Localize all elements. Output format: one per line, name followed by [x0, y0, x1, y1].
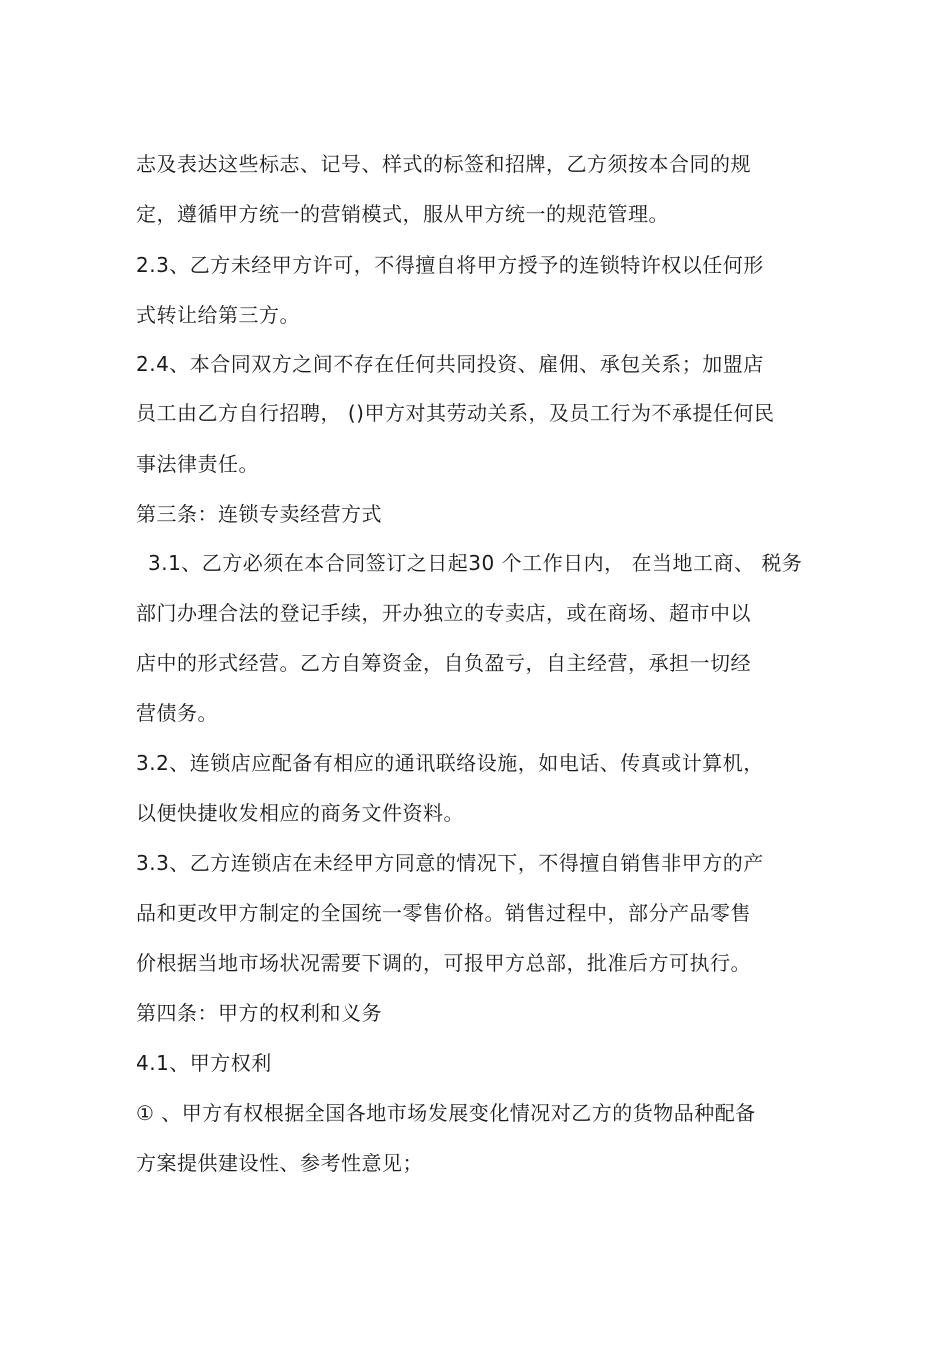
text-line: 以便快捷收发相应的商务文件资料。 — [136, 801, 464, 825]
text-line: 员工由乙方自行招聘， ()甲方对其劳动关系，及员工行为不承提任何民 — [136, 401, 775, 425]
text-line: 志及表达这些标志、记号、样式的标签和招牌，乙方须按本合同的规 — [136, 152, 751, 176]
text-line: 事法律责任。 — [136, 452, 259, 476]
text-line: 方案提供建设性、参考性意见； — [136, 1151, 423, 1175]
text-line: 3.1、乙方必须在本合同签订之日起30 个工作日内， 在当地工商、 税务 — [148, 551, 803, 575]
text-line: 定，遵循甲方统一的营销模式，服从甲方统一的规范管理。 — [136, 202, 669, 226]
text-line: 式转让给第三方。 — [136, 303, 300, 327]
text-line: 价根据当地市场状况需要下调的，可报甲方总部，批准后方可执行。 — [136, 951, 751, 975]
text-line: 部门办理合法的登记手续，开办独立的专卖店，或在商场、超市中以 — [136, 601, 751, 625]
text-line: 营债务。 — [136, 701, 218, 725]
text-line: 3.2、连锁店应配备有相应的通讯联络设施，如电话、传真或计算机， — [136, 751, 764, 775]
text-line: 3.3、乙方连锁店在未经甲方同意的情况下，不得擅自销售非甲方的产 — [136, 851, 764, 875]
subsection-heading: 4.1、甲方权利 — [136, 1051, 272, 1075]
text-line: 品和更改甲方制定的全国统一零售价格。销售过程中，部分产品零售 — [136, 901, 751, 925]
text-line: 2.3、乙方未经甲方许可，不得擅自将甲方授予的连锁特许权以任何形 — [136, 253, 764, 277]
text-line: 2.4、本合同双方之间不存在任何共同投资、雇佣、承包关系；加盟店 — [136, 352, 764, 376]
text-line: ① 、甲方有权根据全国各地市场发展变化情况对乙方的货物品种配备 — [136, 1101, 756, 1125]
section-heading: 第三条：连锁专卖经营方式 — [136, 502, 382, 526]
section-heading: 第四条：甲方的权利和义务 — [136, 1001, 382, 1025]
text-line: 店中的形式经营。乙方自筹资金，自负盈亏，自主经营，承担一切经 — [136, 651, 751, 675]
